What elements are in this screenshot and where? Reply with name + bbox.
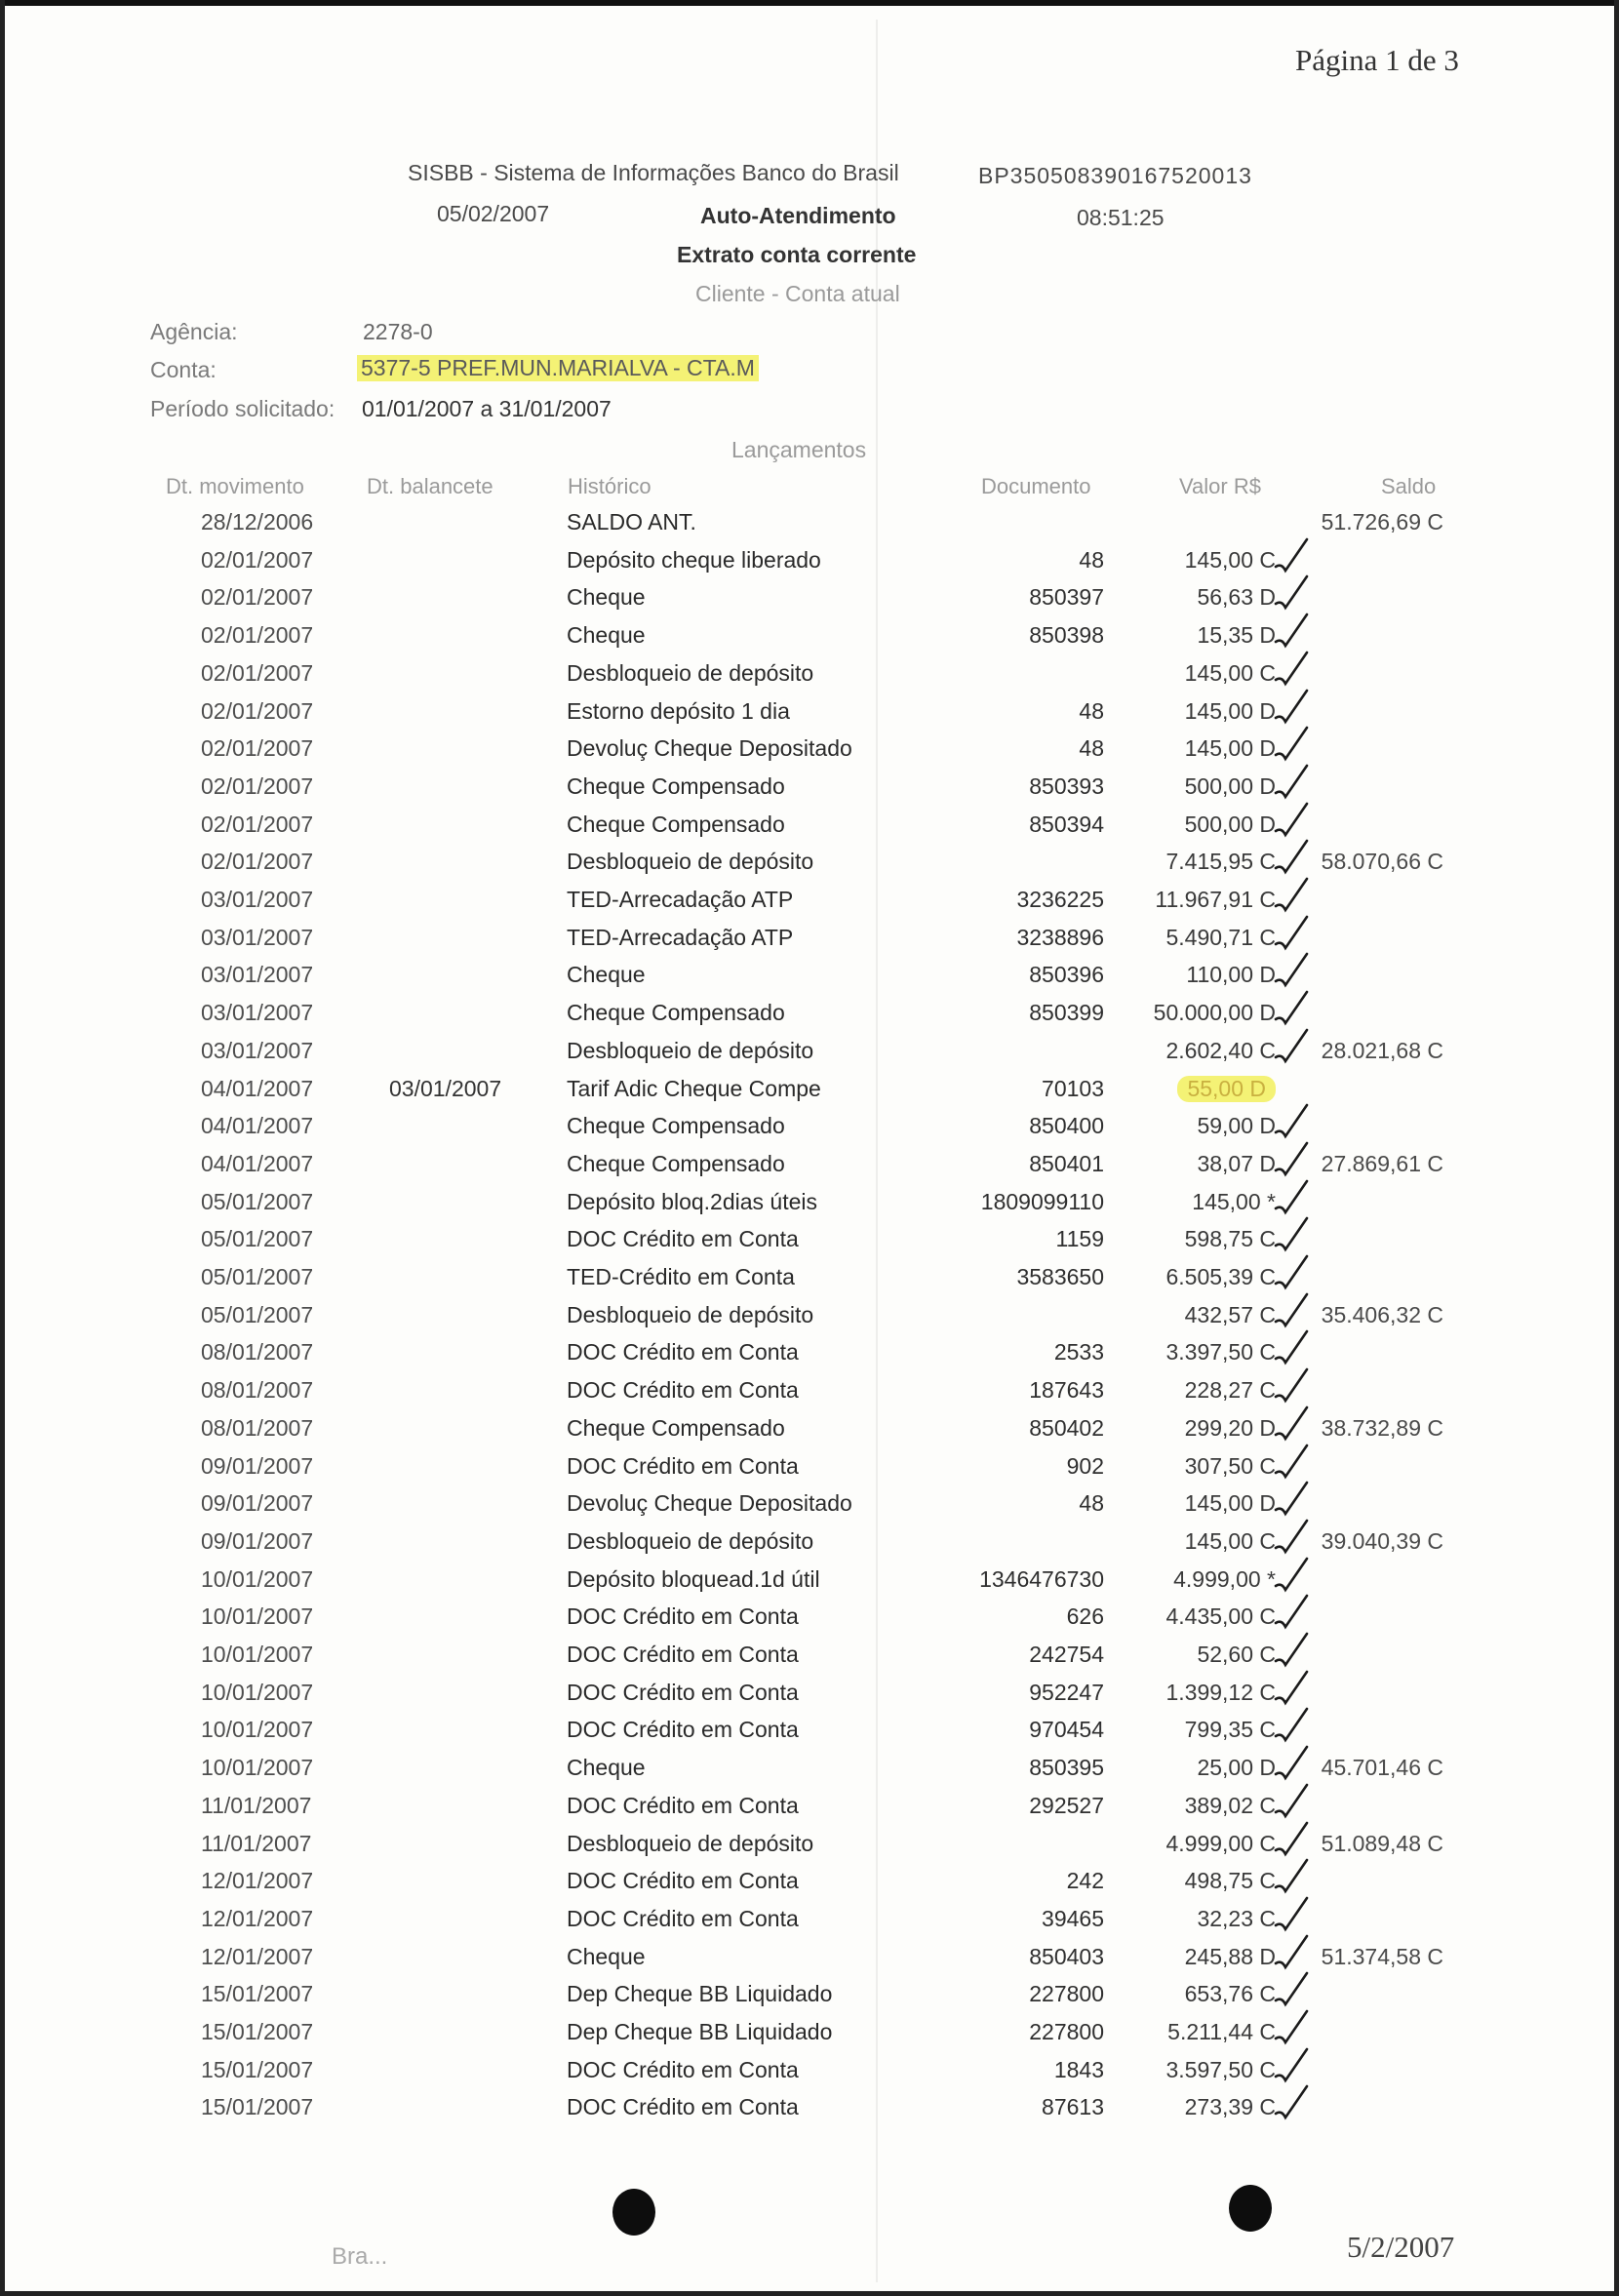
history-text: DOC Crédito em Conta — [567, 2094, 799, 2120]
col-dt-balancete: Dt. balancete — [367, 474, 494, 498]
document-number: 1843 — [1053, 2056, 1104, 2082]
table-row — [0, 962, 1619, 997]
balance-value: 27.869,61 C — [1321, 1150, 1443, 1176]
amount-value: 145,00 D — [1184, 735, 1276, 762]
amount-value: 2.602,40 C — [1165, 1037, 1276, 1063]
check-mark-icon — [1274, 952, 1309, 991]
history-text: Dep Cheque BB Liquidado — [567, 1981, 833, 2007]
table-row — [0, 1717, 1619, 1752]
movement-date: 02/01/2007 — [201, 849, 314, 875]
table-row — [0, 925, 1619, 960]
check-mark-icon — [1274, 802, 1309, 841]
document-number: 242 — [1066, 1868, 1104, 1894]
history-text: Desbloqueio de depósito — [567, 1527, 814, 1554]
history-text: Cheque Compensado — [567, 772, 785, 799]
movement-date: 10/01/2007 — [201, 1717, 314, 1743]
table-row — [0, 1151, 1619, 1186]
table-row — [0, 547, 1619, 582]
table-row — [0, 849, 1619, 884]
movement-date: 10/01/2007 — [201, 1565, 314, 1592]
table-row — [0, 1226, 1619, 1261]
table-row — [0, 1490, 1619, 1525]
check-mark-icon — [1274, 1367, 1309, 1406]
amount-value: 15,35 D — [1197, 622, 1276, 649]
amount-value: 3.597,50 C — [1165, 2056, 1276, 2082]
amount-value: 145,00 D — [1184, 697, 1276, 724]
table-row — [0, 1339, 1619, 1374]
movement-date: 02/01/2007 — [201, 584, 314, 611]
table-row — [0, 1264, 1619, 1299]
history-text: Cheque Compensado — [567, 1414, 785, 1441]
movement-date: 04/01/2007 — [201, 1113, 314, 1139]
amount-value: 598,75 C — [1184, 1226, 1276, 1252]
table-row — [0, 698, 1619, 733]
document-number: 87613 — [1042, 2094, 1104, 2120]
report-time: 08:51:25 — [1077, 205, 1165, 230]
check-mark-icon — [1274, 1858, 1309, 1897]
movement-date: 03/01/2007 — [201, 962, 314, 988]
balance-value: 51.089,48 C — [1321, 1830, 1443, 1856]
check-mark-icon — [1274, 1594, 1309, 1633]
amount-value: 50.000,00 D — [1153, 1000, 1276, 1026]
movement-date: 04/01/2007 — [201, 1150, 314, 1176]
check-mark-icon — [1274, 1821, 1309, 1860]
table-row — [0, 2057, 1619, 2092]
table-row — [0, 1981, 1619, 2016]
check-mark-icon — [1274, 839, 1309, 878]
document-number: 227800 — [1029, 2019, 1104, 2044]
footer-date: 5/2/2007 — [1347, 2230, 1455, 2264]
history-text: Cheque Compensado — [567, 1113, 785, 1139]
movement-date: 09/01/2007 — [201, 1490, 314, 1517]
movement-date: 05/01/2007 — [201, 1226, 314, 1252]
history-text: DOC Crédito em Conta — [567, 1679, 799, 1705]
document-number: 850397 — [1029, 584, 1104, 611]
col-valor: Valor R$ — [1179, 474, 1261, 498]
history-text: Cheque — [567, 1755, 646, 1781]
movement-date: 09/01/2007 — [201, 1452, 314, 1479]
statement-title: Extrato conta corrente — [677, 242, 917, 267]
scan-border-top — [0, 0, 1619, 6]
history-text: DOC Crédito em Conta — [567, 2056, 799, 2082]
table-row — [0, 2019, 1619, 2054]
movement-date: 10/01/2007 — [201, 1755, 314, 1781]
document-number: 3236225 — [1016, 887, 1104, 912]
check-mark-icon — [1274, 915, 1309, 954]
document-number: 39465 — [1042, 1905, 1104, 1931]
check-mark-icon — [1274, 1444, 1309, 1483]
amount-value: 307,50 C — [1184, 1452, 1276, 1479]
movement-date: 02/01/2007 — [201, 697, 314, 724]
history-text: Dep Cheque BB Liquidado — [567, 2019, 833, 2044]
document-number: 48 — [1079, 1490, 1104, 1517]
table-row — [0, 1906, 1619, 1941]
document-number: 850400 — [1029, 1113, 1104, 1139]
amount-value: 145,00 D — [1184, 1490, 1276, 1517]
col-dt-movimento: Dt. movimento — [166, 474, 304, 498]
table-row — [0, 1038, 1619, 1073]
table-row — [0, 1944, 1619, 1979]
table-row — [0, 2094, 1619, 2129]
table-row — [0, 735, 1619, 771]
amount-value: 432,57 C — [1184, 1301, 1276, 1327]
document-number: 292527 — [1029, 1792, 1104, 1818]
account-label: Conta: — [150, 357, 217, 382]
table-row — [0, 660, 1619, 695]
table-row — [0, 1603, 1619, 1639]
document-number: 70103 — [1042, 1075, 1104, 1101]
movement-date: 05/01/2007 — [201, 1188, 314, 1214]
check-mark-icon — [1274, 1028, 1309, 1067]
document-number: 902 — [1066, 1452, 1104, 1479]
movement-date: 03/01/2007 — [201, 887, 314, 912]
amount-value: 3.397,50 C — [1165, 1339, 1276, 1366]
document-number: 2533 — [1053, 1339, 1104, 1366]
movement-date: 03/01/2007 — [201, 1037, 314, 1063]
check-mark-icon — [1274, 613, 1309, 652]
check-mark-icon — [1274, 651, 1309, 690]
scan-border-bottom — [0, 2291, 1619, 2296]
balance-value: 35.406,32 C — [1321, 1301, 1443, 1327]
amount-value: 245,88 D — [1184, 1943, 1276, 1969]
amount-value: 5.490,71 C — [1165, 924, 1276, 950]
movement-date: 12/01/2007 — [201, 1868, 314, 1894]
amount-value: 110,00 D — [1186, 962, 1276, 988]
document-number: 3583650 — [1016, 1264, 1104, 1289]
amount-value: 11.967,91 C — [1155, 887, 1276, 912]
check-mark-icon — [1274, 1971, 1309, 2010]
history-text: Depósito bloquead.1d útil — [567, 1565, 820, 1592]
amount-value: 299,20 D — [1184, 1414, 1276, 1441]
col-documento: Documento — [981, 474, 1091, 498]
movement-date: 05/01/2007 — [201, 1264, 314, 1289]
report-date: 05/02/2007 — [437, 201, 550, 226]
history-text: DOC Crédito em Conta — [567, 1452, 799, 1479]
table-row — [0, 1755, 1619, 1790]
amount-value: 4.999,00 * — [1173, 1565, 1276, 1592]
table-row — [0, 1000, 1619, 1035]
check-mark-icon — [1274, 1216, 1309, 1255]
check-mark-icon — [1274, 726, 1309, 765]
check-mark-icon — [1274, 537, 1309, 576]
table-row — [0, 622, 1619, 657]
history-text: Depósito bloq.2dias úteis — [567, 1188, 817, 1214]
movement-date: 03/01/2007 — [201, 924, 314, 950]
check-mark-icon — [1274, 1783, 1309, 1822]
amount-value: 1.399,12 C — [1165, 1679, 1276, 1705]
check-mark-icon — [1274, 2084, 1309, 2123]
history-text: DOC Crédito em Conta — [567, 1868, 799, 1894]
check-mark-icon — [1274, 1632, 1309, 1671]
amount-value: 500,00 D — [1184, 811, 1276, 837]
table-row — [0, 1302, 1619, 1337]
check-mark-icon — [1274, 1329, 1309, 1368]
amount-value: 32,23 C — [1197, 1905, 1276, 1931]
document-number: 1346476730 — [979, 1565, 1104, 1592]
document-number: 850401 — [1029, 1150, 1104, 1176]
history-text: Cheque Compensado — [567, 811, 785, 837]
document-number: 952247 — [1029, 1679, 1104, 1705]
history-text: Desbloqueio de depósito — [567, 1830, 814, 1856]
table-row — [0, 1680, 1619, 1715]
amount-value: 273,39 C — [1184, 2094, 1276, 2120]
check-mark-icon — [1274, 1745, 1309, 1784]
punch-hole-right — [1229, 2185, 1272, 2232]
check-mark-icon — [1274, 1292, 1309, 1331]
document-number: 850398 — [1029, 622, 1104, 649]
period-label: Período solicitado: — [150, 396, 336, 421]
document-number: 850395 — [1029, 1755, 1104, 1781]
balance-value: 45.701,46 C — [1321, 1755, 1443, 1781]
check-mark-icon — [1274, 1254, 1309, 1293]
document-number: 850402 — [1029, 1414, 1104, 1441]
amount-value: 145,00 C — [1184, 1527, 1276, 1554]
amount-value: 228,27 C — [1184, 1377, 1276, 1404]
amount-value: 5.211,44 C — [1167, 2019, 1276, 2044]
document-number: 1159 — [1055, 1226, 1104, 1252]
amount-value: 55,00 D — [1177, 1076, 1276, 1102]
movement-date: 02/01/2007 — [201, 735, 314, 762]
document-number: 48 — [1079, 735, 1104, 762]
check-mark-icon — [1274, 1179, 1309, 1218]
balancete-date: 03/01/2007 — [389, 1075, 502, 1101]
amount-value: 653,76 C — [1184, 1981, 1276, 2007]
period-value: 01/01/2007 a 31/01/2007 — [362, 396, 612, 421]
movement-date: 02/01/2007 — [201, 659, 314, 686]
page-number: Página 1 de 3 — [1295, 43, 1459, 77]
section-title: Lançamentos — [731, 437, 867, 462]
amount-value: 145,00 C — [1184, 546, 1276, 573]
document-number: 626 — [1066, 1603, 1104, 1630]
history-text: DOC Crédito em Conta — [567, 1905, 799, 1931]
system-name: SISBB - Sistema de Informações Banco do Brasil — [408, 160, 899, 185]
history-text: Desbloqueio de depósito — [567, 1037, 814, 1063]
movement-date: 02/01/2007 — [201, 622, 314, 649]
table-row — [0, 1831, 1619, 1866]
movement-date: 28/12/2006 — [201, 509, 314, 534]
document-number: 850394 — [1029, 811, 1104, 837]
check-mark-icon — [1274, 1934, 1309, 1973]
check-mark-icon — [1274, 990, 1309, 1029]
check-mark-icon — [1274, 764, 1309, 803]
table-row — [0, 812, 1619, 847]
document-number: 227800 — [1029, 1981, 1104, 2007]
amount-value: 59,00 D — [1197, 1113, 1276, 1139]
check-mark-icon — [1274, 2047, 1309, 2086]
history-text: Estorno depósito 1 dia — [567, 697, 790, 724]
amount-value: 145,00 C — [1184, 659, 1276, 686]
history-text: Tarif Adic Cheque Compe — [567, 1075, 821, 1101]
balance-value: 38.732,89 C — [1321, 1414, 1443, 1441]
history-text: Desbloqueio de depósito — [567, 659, 814, 686]
movement-date: 08/01/2007 — [201, 1414, 314, 1441]
check-mark-icon — [1274, 1557, 1309, 1596]
document-number: 48 — [1079, 546, 1104, 573]
history-text: DOC Crédito em Conta — [567, 1603, 799, 1630]
history-text: Devoluç Cheque Depositado — [567, 735, 852, 762]
history-text: Cheque Compensado — [567, 1150, 785, 1176]
report-code: BP350508390167520013 — [978, 163, 1252, 188]
table-row — [0, 1113, 1619, 1148]
balance-value: 28.021,68 C — [1321, 1037, 1443, 1063]
history-text: DOC Crédito em Conta — [567, 1339, 799, 1366]
document-number: 3238896 — [1016, 924, 1104, 950]
service-name: Auto-Atendimento — [700, 203, 896, 228]
history-text: Cheque Compensado — [567, 1000, 785, 1026]
document-number: 850403 — [1029, 1943, 1104, 1969]
movement-date: 03/01/2007 — [201, 1000, 314, 1026]
history-text: DOC Crédito em Conta — [567, 1226, 799, 1252]
history-text: Cheque — [567, 622, 646, 649]
movement-date: 10/01/2007 — [201, 1603, 314, 1630]
table-row — [0, 1642, 1619, 1677]
movement-date: 12/01/2007 — [201, 1943, 314, 1969]
amount-value: 56,63 D — [1197, 584, 1276, 611]
account-value: 5377-5 PREF.MUN.MARIALVA - CTA.M — [357, 355, 759, 381]
col-saldo: Saldo — [1381, 474, 1437, 498]
document-number: 1809099110 — [980, 1188, 1104, 1214]
movement-date: 04/01/2007 — [201, 1075, 314, 1101]
movement-date: 08/01/2007 — [201, 1339, 314, 1366]
document-number: 48 — [1079, 697, 1104, 724]
table-row — [0, 1528, 1619, 1564]
movement-date: 15/01/2007 — [201, 2056, 314, 2082]
check-mark-icon — [1274, 877, 1309, 916]
history-text: Devoluç Cheque Depositado — [567, 1490, 852, 1517]
balance-value: 51.374,58 C — [1321, 1943, 1443, 1969]
amount-value: 6.505,39 C — [1165, 1264, 1276, 1289]
history-text: TED-Arrecadação ATP — [567, 887, 794, 912]
amount-value: 145,00 * — [1192, 1188, 1276, 1214]
history-text: Cheque — [567, 1943, 646, 1969]
table-row — [0, 1189, 1619, 1224]
balance-value: 58.070,66 C — [1321, 849, 1443, 875]
history-text: TED-Crédito em Conta — [567, 1264, 795, 1289]
check-mark-icon — [1274, 1405, 1309, 1445]
check-mark-icon — [1274, 2009, 1309, 2048]
movement-date: 15/01/2007 — [201, 2094, 314, 2120]
history-text: Desbloqueio de depósito — [567, 1301, 814, 1327]
movement-date: 10/01/2007 — [201, 1642, 314, 1667]
check-mark-icon — [1274, 1519, 1309, 1558]
movement-date: 10/01/2007 — [201, 1679, 314, 1705]
check-mark-icon — [1274, 1670, 1309, 1709]
history-text: Cheque — [567, 584, 646, 611]
amount-value: 4.435,00 C — [1165, 1603, 1276, 1630]
punch-hole-left — [612, 2189, 655, 2236]
movement-date: 15/01/2007 — [201, 2019, 314, 2044]
history-text: Desbloqueio de depósito — [567, 849, 814, 875]
movement-date: 15/01/2007 — [201, 1981, 314, 2007]
amount-value: 498,75 C — [1184, 1868, 1276, 1894]
history-text: TED-Arrecadação ATP — [567, 924, 794, 950]
table-row — [0, 509, 1619, 544]
movement-date: 05/01/2007 — [201, 1301, 314, 1327]
check-mark-icon — [1274, 1141, 1309, 1180]
history-text: DOC Crédito em Conta — [567, 1717, 799, 1743]
document-number: 242754 — [1029, 1642, 1104, 1667]
movement-date: 02/01/2007 — [201, 546, 314, 573]
table-row — [0, 773, 1619, 809]
document-number: 850396 — [1029, 962, 1104, 988]
check-mark-icon — [1274, 1103, 1309, 1142]
movement-date: 02/01/2007 — [201, 811, 314, 837]
amount-value: 38,07 D — [1197, 1150, 1276, 1176]
table-row — [0, 1868, 1619, 1903]
movement-date: 12/01/2007 — [201, 1905, 314, 1931]
document-number: 850393 — [1029, 772, 1104, 799]
movement-date: 08/01/2007 — [201, 1377, 314, 1404]
amount-value: 25,00 D — [1197, 1755, 1276, 1781]
check-mark-icon — [1274, 1896, 1309, 1935]
amount-value: 389,02 C — [1184, 1792, 1276, 1818]
document-number: 187643 — [1029, 1377, 1104, 1404]
amount-value: 52,60 C — [1197, 1642, 1276, 1667]
table-row — [0, 1377, 1619, 1412]
history-text: DOC Crédito em Conta — [567, 1792, 799, 1818]
check-mark-icon — [1274, 1707, 1309, 1746]
table-row — [0, 1415, 1619, 1450]
check-mark-icon — [1274, 574, 1309, 614]
document-number: 970454 — [1029, 1717, 1104, 1743]
movement-date: 11/01/2007 — [201, 1792, 312, 1818]
table-row — [0, 584, 1619, 619]
check-mark-icon — [1274, 689, 1309, 728]
history-text: Depósito cheque liberado — [567, 546, 821, 573]
table-row — [0, 1566, 1619, 1602]
agency-label: Agência: — [150, 319, 238, 344]
history-text: DOC Crédito em Conta — [567, 1377, 799, 1404]
movement-date: 11/01/2007 — [201, 1830, 312, 1856]
table-row — [0, 1793, 1619, 1828]
history-text: SALDO ANT. — [567, 509, 696, 534]
movement-date: 09/01/2007 — [201, 1527, 314, 1554]
agency-value: 2278-0 — [363, 319, 433, 344]
amount-value: 500,00 D — [1184, 772, 1276, 799]
table-row — [0, 1076, 1619, 1111]
document-number: 850399 — [1029, 1000, 1104, 1026]
balance-value: 51.726,69 C — [1321, 509, 1443, 534]
col-historico: Histórico — [568, 474, 652, 498]
footer-stamp: Bra... — [332, 2243, 388, 2270]
amount-value: 799,35 C — [1184, 1717, 1276, 1743]
table-row — [0, 887, 1619, 922]
statement-subtitle: Cliente - Conta atual — [695, 281, 900, 306]
amount-value: 7.415,95 C — [1165, 849, 1276, 875]
movement-date: 02/01/2007 — [201, 772, 314, 799]
balance-value: 39.040,39 C — [1321, 1527, 1443, 1554]
table-row — [0, 1453, 1619, 1488]
history-text: DOC Crédito em Conta — [567, 1642, 799, 1667]
amount-value: 4.999,00 C — [1165, 1830, 1276, 1856]
history-text: Cheque — [567, 962, 646, 988]
check-mark-icon — [1274, 1481, 1309, 1520]
